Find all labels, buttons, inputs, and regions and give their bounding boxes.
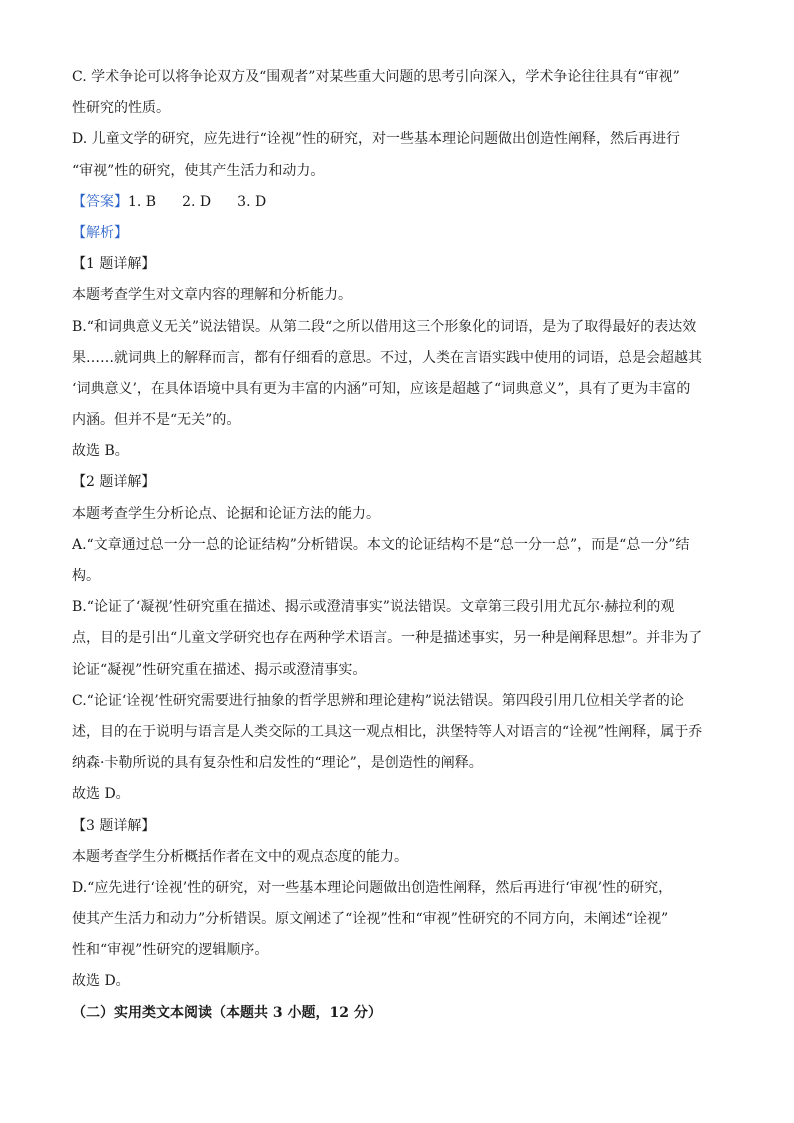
document-page <box>72 62 724 1029</box>
option-c-line-2: 性研究的性质。 <box>72 100 170 117</box>
answer-item-1: 1. B <box>128 193 157 210</box>
q2-b-text-1: B.“论证了‘凝视’性研究重在描述、揭示或澄清事实”说法错误。文章第三段引用尤瓦尔·赫拉利的观 <box>72 599 675 616</box>
answer-item-3: 3. D <box>237 193 267 210</box>
q1-intro: 本题考查学生对文章内容的理解和分析能力。 <box>72 287 352 304</box>
q2-a-text-2: 构。 <box>72 568 100 584</box>
q2-choice: 故选 D。 <box>72 786 130 803</box>
q2-intro: 本题考查学生分析论点、论据和论证方法的能力。 <box>72 505 380 522</box>
q3-choice: 故选 D。 <box>72 973 130 990</box>
q2-heading: 【2 题详解】 <box>72 474 156 491</box>
answer-values <box>128 194 292 210</box>
section-heading: （二）实用类文本阅读（本题共 3 小题，12 分） <box>72 1004 382 1021</box>
q3-heading: 【3 题详解】 <box>72 817 156 834</box>
analysis-heading: 【解析】 <box>72 224 128 241</box>
q1-choice: 故选 B。 <box>72 443 129 460</box>
option-c-line-1: C. 学术争论可以将争论双方及“围观者”对某些重大问题的思考引向深入，学术争论往往具有“审视” <box>72 69 680 85</box>
q3-d-text-1: D.“应先进行‘诠视’性的研究，对一些基本理论问题做出创造性阐释，然后再进行‘审视’性的研究， <box>72 879 673 896</box>
q2-c-text-1: C.“论证‘诠视’性研究需要进行抽象的哲学思辨和理论建构”说法错误。第四段引用几位相关学者的论 <box>72 692 684 709</box>
q1-text-4: 内涵。但并不是“无关”的。 <box>72 412 241 429</box>
q1-text-2: 果……就词典上的解释而言，都有仔细看的意思。不过，人类在言语实践中使用的词语，总是会超越其 <box>72 349 702 366</box>
answer-item-2: 2. D <box>182 193 212 210</box>
q1-heading: 【1 题详解】 <box>72 256 156 273</box>
q3-d-text-3: 性和“审视”性研究的逻辑顺序。 <box>72 942 269 959</box>
q2-c-text-2: 述，目的在于说明与语言是人类交际的工具这一观点相比，洪堡特等人对语言的“诠视”性阐释，属于乔 <box>72 723 703 740</box>
q1-text-3: ‘词典意义’，在具体语境中具有更为丰富的内涵”可知，应该是超越了“词典意义”，具有了更为丰富的 <box>72 380 691 397</box>
q2-b-text-2: 点，目的是引出“儿童文学研究也存在两种学术语言。一种是描述事实，另一种是阐释思想”。并非为了 <box>72 630 703 647</box>
option-d-line-2: “审视”性的研究，使其产生活力和动力。 <box>72 162 325 179</box>
q3-intro: 本题考查学生分析概括作者在文中的观点态度的能力。 <box>72 848 408 865</box>
q1-text-1: B.“和词典意义无关”说法错误。从第二段“之所以借用这三个形象化的词语，是为了取得最好的表达效 <box>72 318 697 335</box>
q2-a-text-1: A.“文章通过总一分一总的论证结构”分析错误。本文的论证结构不是“总一分一总”，而是“总一分”结 <box>72 536 690 553</box>
q3-d-text-2: 使其产生活力和动力”分析错误。原文阐述了“诠视”性和“审视”性研究的不同方向，未阐述“诠视” <box>72 911 669 928</box>
q2-c-text-3: 纳森·卡勒所说的具有复杂性和启发性的“理论”，是创造性的阐释。 <box>72 755 483 772</box>
q2-b-text-3: 论证“凝视”性研究重在描述、揭示或澄清事实。 <box>72 661 367 678</box>
option-d-line-1: D. 儿童文学的研究，应先进行“诠视”性的研究，对一些基本理论问题做出创造性阐释，然后再进行 <box>72 131 680 148</box>
answer-line <box>72 187 724 218</box>
answer-tag: 【答案】 <box>72 193 128 210</box>
